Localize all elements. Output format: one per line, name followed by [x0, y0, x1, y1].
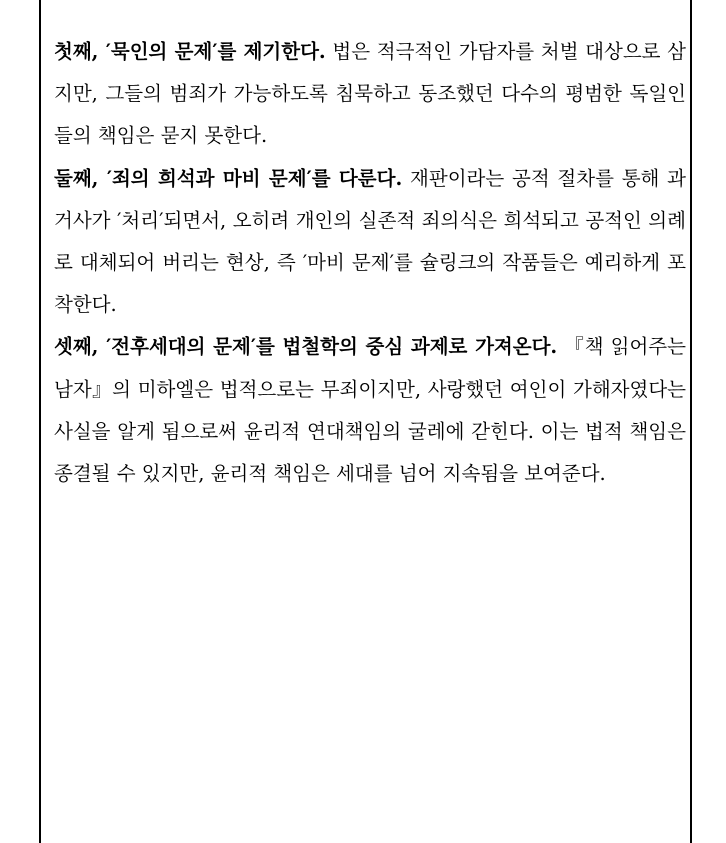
paragraph-lead: 첫째, ′묵인의 문제′를 제기한다. — [54, 40, 326, 63]
paragraph-body: 『책 읽어주는 남자』의 미하엘은 법적으로는 무죄이지만, 사랑했던 여인이 가해자였다는 사실을 알게 됨으로써 윤리적 연대책임의 굴레에 갇힌다. 이는 법적 책임은 종결될 수 있지만, 윤리적 책임은 세대를 넘어 지속됨을 보여준다. — [54, 335, 686, 486]
paragraph-body: 법은 적극적인 가담자를 처벌 대상으로 삼지만, 그들의 범죄가 가능하도록 침묵하고 동조했던 다수의 평범한 독일인들의 책임은 묻지 못한다. — [54, 40, 687, 148]
paragraph-body: 재판이라는 공적 절차를 통해 과거사가 ′처리′되면서, 오히려 개인의 실존적 죄의식은 희석되고 공적인 의례로 대체되어 버리는 현상, 즉 ′마비 문제′를 슐링크의 작품들은 예리하게 포착한다. — [54, 166, 686, 317]
paragraph-lead: 셋째, ′전후세대의 문제′를 법철학의 중심 과제로 가져온다. — [54, 335, 558, 359]
paragraph-first — [54, 31, 686, 158]
paragraph-second — [54, 158, 686, 327]
paragraph-third — [54, 326, 686, 495]
document-text — [54, 31, 686, 495]
paragraph-lead: 둘째, ′죄의 희석과 마비 문제′를 다룬다. — [54, 166, 403, 190]
